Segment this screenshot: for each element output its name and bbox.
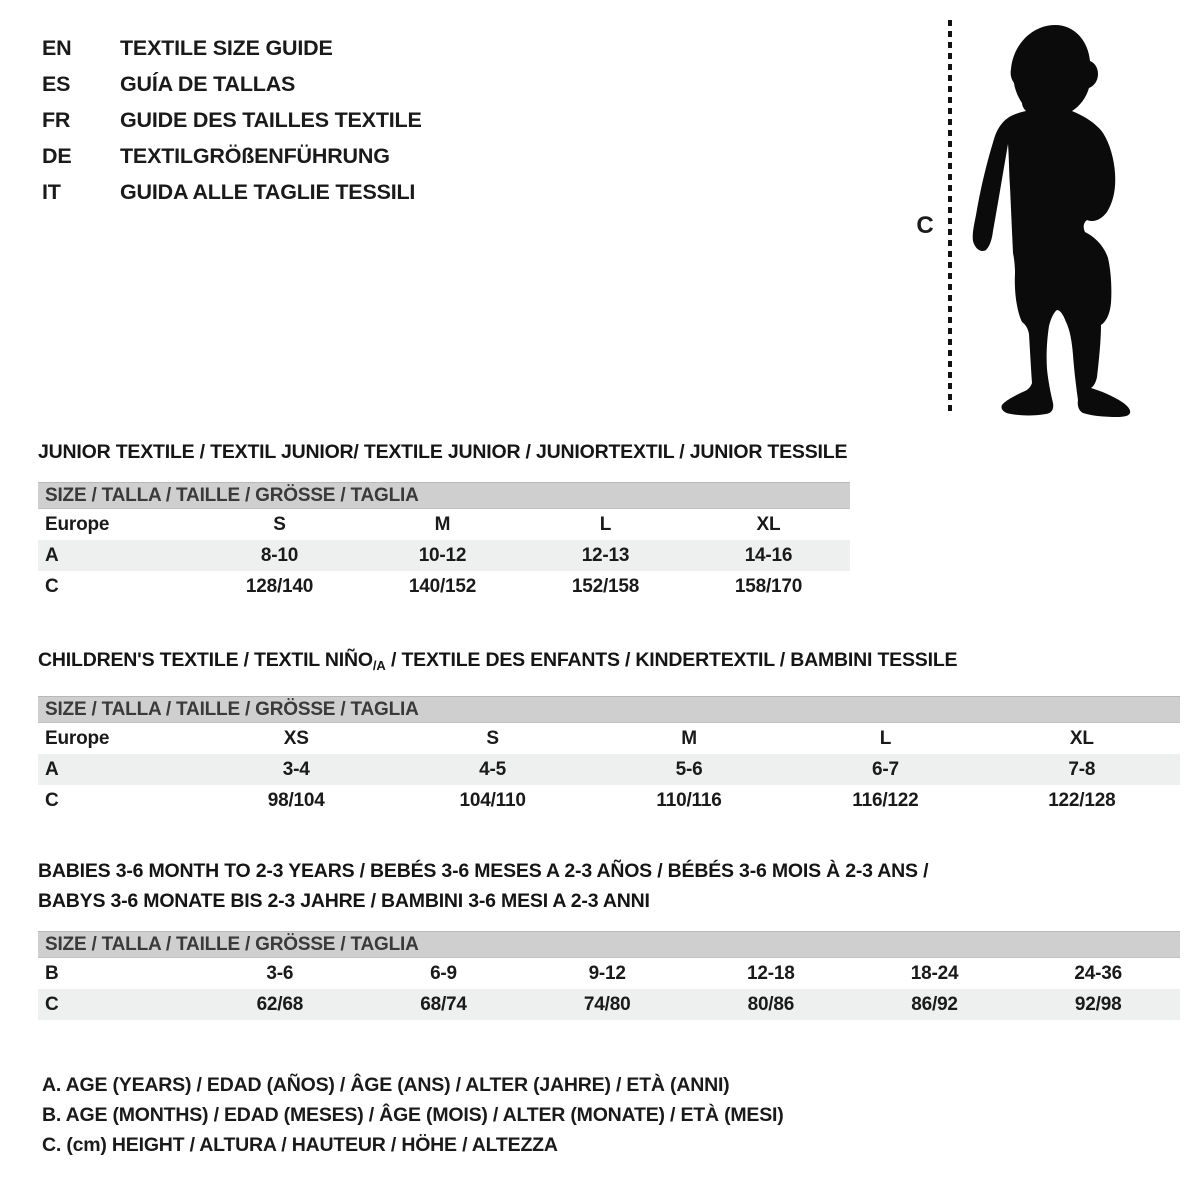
language-title: GUIDA ALLE TAGLIE TESSILI [120,180,416,204]
size-cell: 4-5 [479,759,507,780]
babies-title-line2: BABYS 3-6 MONATE BIS 2-3 JAHRE / BAMBINI 3-6 MESI A 2-3 ANNI [38,890,650,912]
size-cell: 24-36 [1074,963,1122,984]
language-title: GUIDE DES TAILLES TEXTILE [120,108,422,132]
size-cell: 12-13 [581,545,630,566]
size-cell: 18-24 [910,963,959,984]
row-label: A [45,759,59,780]
table-row [38,785,1180,816]
junior-textile-section [38,437,850,602]
size-cell: 86/92 [911,994,958,1015]
toddler-silhouette-shape [973,25,1130,417]
size-cell: 10-12 [418,545,467,566]
size-cell: 104/110 [459,790,526,811]
language-title: TEXTILGRÖßENFÜHRUNG [120,144,390,168]
legend-line: C. (cm) HEIGHT / ALTURA / HAUTEUR / HÖHE / ALTEZZA [42,1134,558,1156]
size-cell: XL [1069,728,1094,749]
language-title: GUÍA DE TALLAS [120,72,296,96]
size-cell: 62/68 [256,994,304,1015]
language-row [42,66,422,102]
language-row [42,174,422,210]
table-row [38,723,1180,754]
height-measure-dashed-line [948,20,952,416]
size-cell: M [434,514,451,535]
size-cell: 122/128 [1048,790,1116,811]
junior-size-table [38,509,850,602]
children-size-table [38,723,1180,816]
table-row [38,754,1180,785]
size-cell: 5-6 [675,759,703,780]
babies-size-table [38,958,1180,1020]
table-row [38,509,850,540]
children-title-suffix: / TEXTILE DES ENFANTS / KINDERTEXTIL / BAMBINI TESSILE [385,649,958,671]
size-cell: 74/80 [583,994,631,1015]
row-label: A [45,545,59,566]
size-cell: 6-7 [871,759,899,780]
language-title: TEXTILE SIZE GUIDE [120,36,333,60]
height-measure-label: C [916,212,934,239]
language-code: IT [42,180,61,204]
size-cell: 128/140 [245,576,314,597]
size-cell: S [273,514,286,535]
table-row [38,989,1180,1020]
children-title-subscript: /A [372,658,386,673]
size-cell: 8-10 [260,545,299,566]
language-code: ES [42,72,71,96]
row-label: Europe [45,728,110,749]
children-size-header-bar: SIZE / TALLA / TAILLE / GRÖSSE / TAGLIA [38,696,1180,723]
junior-section-title: JUNIOR TEXTILE / TEXTIL JUNIOR/ TEXTILE JUNIOR / JUNIORTEXTIL / JUNIOR TESSILE [38,441,848,463]
babies-size-header-bar: SIZE / TALLA / TAILLE / GRÖSSE / TAGLIA [38,931,1180,958]
legend-line: A. AGE (YEARS) / EDAD (AÑOS) / ÂGE (ANS) / ALTER (JAHRE) / ETÀ (ANNI) [42,1074,730,1096]
language-code: DE [42,144,72,168]
language-row [42,102,422,138]
size-cell: XS [283,728,309,749]
size-cell: 140/152 [408,576,477,597]
row-label: B [45,963,59,984]
size-cell: 92/98 [1074,994,1122,1015]
size-cell: 80/86 [747,994,795,1015]
babies-section-title [38,856,1180,916]
language-row [42,30,422,66]
measurement-legend [42,1070,784,1160]
language-code: EN [42,36,72,60]
children-title-prefix: CHILDREN'S TEXTILE / TEXTIL NIÑO [38,649,373,671]
size-cell: 152/158 [571,576,640,597]
babies-textile-section [38,856,1180,1020]
row-label: C [45,790,59,811]
size-cell: 110/116 [656,790,722,811]
size-cell: XL [756,514,781,535]
row-label: C [45,994,59,1015]
size-cell: 12-18 [747,963,795,984]
size-cell: 116/122 [852,790,919,811]
table-row [38,571,850,602]
size-cell: 3-6 [266,963,294,984]
size-cell: 158/170 [734,576,803,597]
table-row [38,540,850,571]
babies-title-line1: BABIES 3-6 MONTH TO 2-3 YEARS / BEBÉS 3-6 MESES A 2-3 AÑOS / BÉBÉS 3-6 MOIS À 2-3 ANS / [38,860,929,882]
junior-size-header-bar: SIZE / TALLA / TAILLE / GRÖSSE / TAGLIA [38,482,850,509]
size-cell: 7-8 [1068,759,1096,780]
size-cell: L [879,728,892,749]
row-label: C [45,576,59,597]
size-cell: M [681,728,697,749]
size-cell: S [486,728,499,749]
children-section-title [38,645,1180,681]
size-cell: 9-12 [588,963,626,984]
legend-line: B. AGE (MONTHS) / EDAD (MESES) / ÂGE (MOIS) / ALTER (MONATE) / ETÀ (MESI) [42,1104,784,1126]
table-row [38,958,1180,989]
children-textile-section [38,645,1180,816]
size-cell: 6-9 [430,963,457,984]
language-code: FR [42,108,71,132]
size-cell: 14-16 [744,545,793,566]
row-label: Europe [45,514,110,535]
size-cell: 3-4 [282,759,310,780]
size-cell: L [599,514,612,535]
size-cell: 68/74 [420,994,467,1015]
language-row [42,138,422,174]
size-cell: 98/104 [267,790,325,811]
toddler-silhouette-icon [968,16,1138,418]
language-title-list [42,30,422,210]
